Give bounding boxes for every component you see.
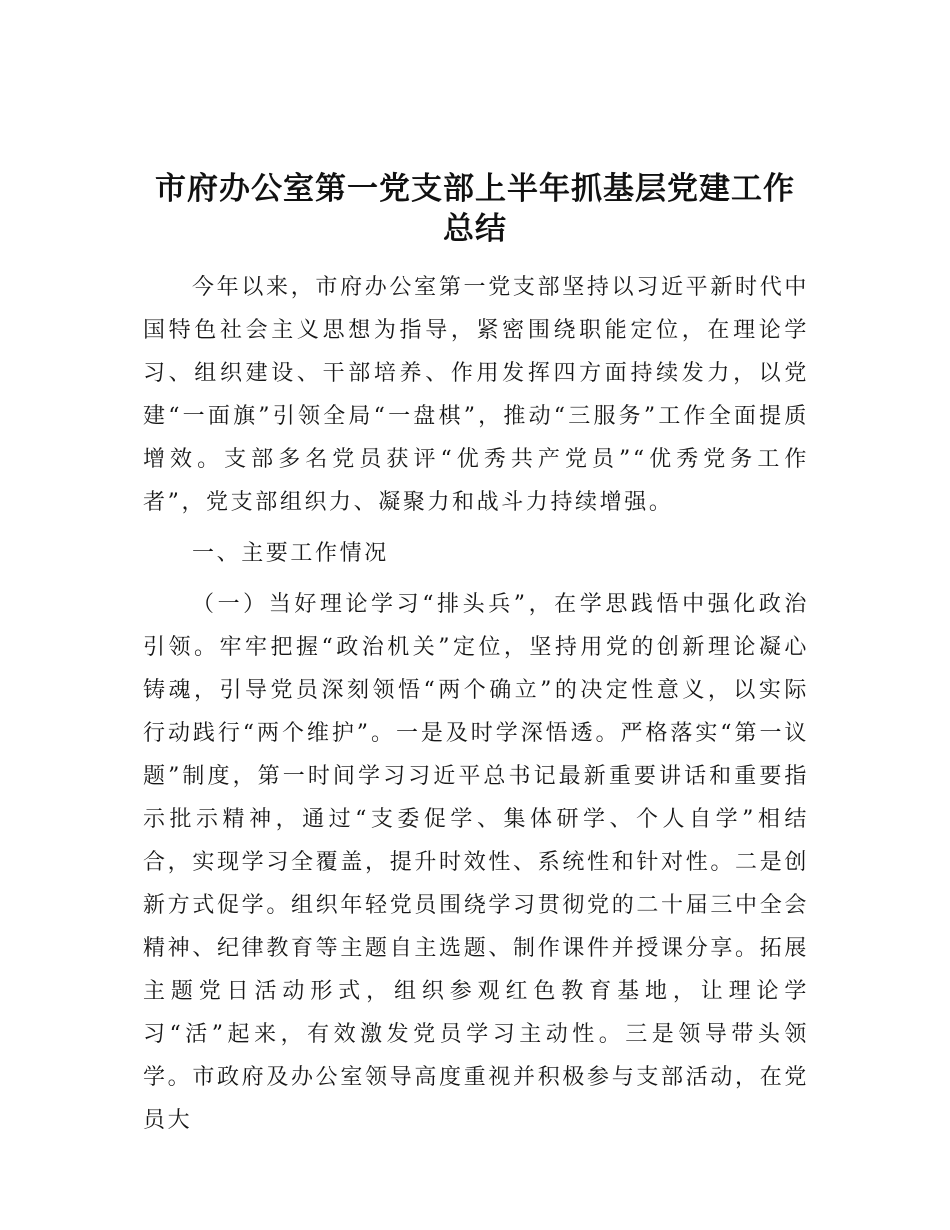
section-paragraph: （一）当好理论学习“排头兵”，在学思践悟中强化政治引领。牢牢把握“政治机关”定位，坚持用党的创新理论凝心铸魂，引导党员深刻领悟“两个确立”的决定性意义，以实际行动践行“两个维护”。一是及时学深悟透。严格落实“第一议题”制度，第一时间学习习近平总书记最新重要讲话和重要指示批示精神，通过“支委促学、集体研学、个人自学”相结合，实现学习全覆盖，提升时效性、系统性和针对性。二是创新方式促学。组织年轻党员围绕学习贯彻党的二十届三中全会精神、纪律教育等主题自主选题、制作课件并授课分享。拓展主题党日活动形式，组织参观红色教育基地，让理论学习“活”起来，有效激发党员学习主动性。三是领导带头领学。市政府及办公室领导高度重视并积极参与支部活动，在党员大 — [143, 592, 809, 1133]
document-body — [143, 266, 809, 1142]
document-title-line2: 总结 — [443, 211, 507, 247]
intro-paragraph: 今年以来，市府办公室第一党支部坚持以习近平新时代中国特色社会主义思想为指导，紧密围绕职能定位，在理论学习、组织建设、干部培养、作用发挥四方面持续发力，以党建“一面旗”引领全局“一盘棋”，推动“三服务”工作全面提质增效。支部多名党员获评“优秀共产党员”“优秀党务工作者”，党支部组织力、凝聚力和战斗力持续增强。 — [143, 275, 809, 515]
section-heading: 一、主要工作情况 — [192, 541, 389, 566]
document-title-line1: 市府办公室第一党支部上半年抓基层党建工作 — [155, 171, 795, 207]
